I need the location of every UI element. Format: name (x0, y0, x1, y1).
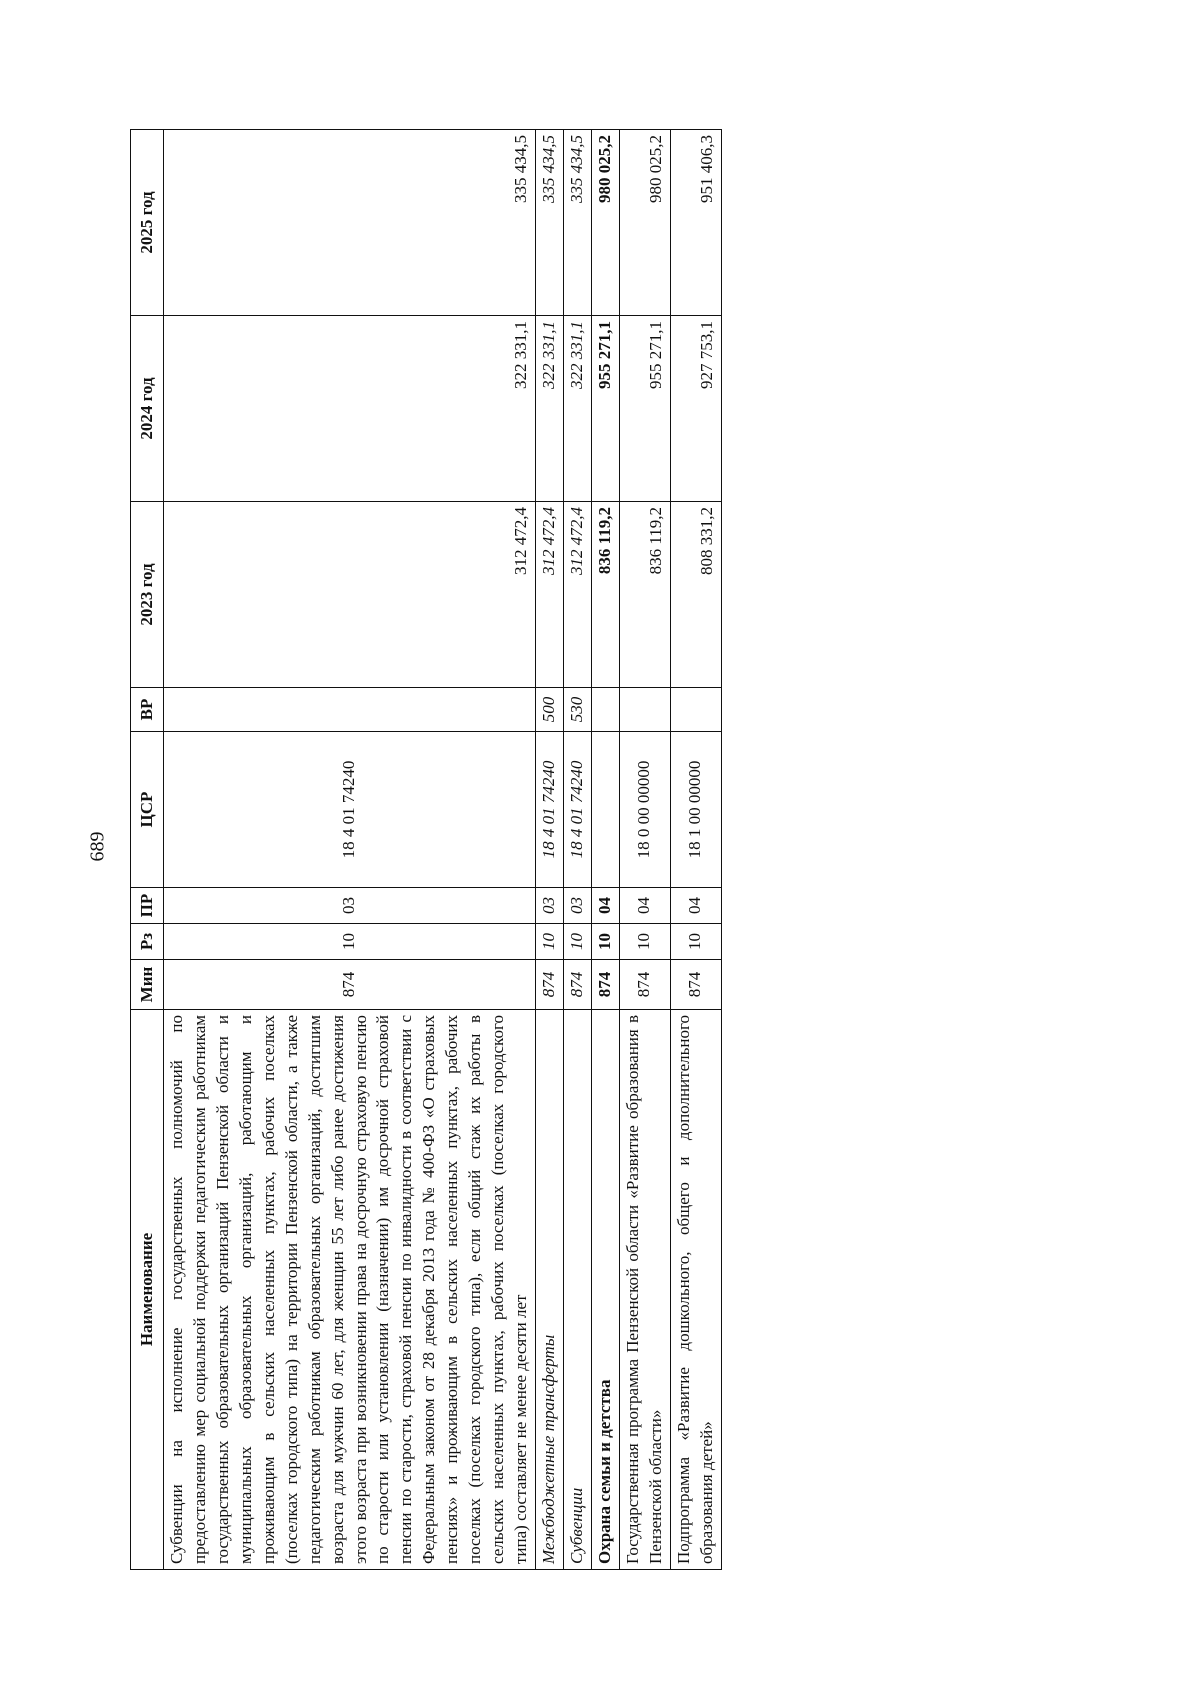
row-name: Субвенции на исполнение государственных полномочий по предоставлению мер социальной поддержки педагогическим работникам государственных образовательных организаций Пензенской области и муниципальных образовательных организаций, работающим и проживающим в сельских населенных пунктах, рабочих поселках (поселках городского типа) на территории Пензенской области, а также педагогическим работникам образовательных организаций, достигшим возраста для мужчин 60 лет, для женщин 55 лет либо ранее достижения этого возраста при возникновении права на досрочную страховую пенсию по старости или установлении (назначении) им досрочной страховой пенсии по старости, страховой пенсии по инвалидности в соответствии с Федеральным законом от 28 декабря 2013 года № 400-ФЗ «О страховых пенсиях» и проживающим в сельских населенных пунктах, рабочих поселках (поселках городского типа), если общий стаж их работы в сельских населенных пунктах, рабочих поселках (поселках городского типа) составляет не менее десяти лет (164, 1010, 536, 1570)
row-name: Субвенции (563, 1010, 591, 1570)
row-2025: 980 025,2 (591, 130, 619, 316)
header-2025: 2025 год (131, 130, 164, 316)
header-min: Мин (131, 960, 164, 1010)
row-csr: 18 4 01 74240 (563, 732, 591, 888)
row-min: 874 (591, 960, 619, 1010)
row-pr: 03 (536, 888, 564, 924)
row-rz: 10 (591, 924, 619, 960)
header-vr: ВР (131, 688, 164, 732)
row-vr (670, 688, 721, 732)
header-2023: 2023 год (131, 502, 164, 688)
row-min: 874 (536, 960, 564, 1010)
row-min: 874 (619, 960, 670, 1010)
row-csr: 18 4 01 74240 (536, 732, 564, 888)
row-2023: 312 472,4 (536, 502, 564, 688)
row-vr (619, 688, 670, 732)
row-2024: 322 331,1 (563, 316, 591, 502)
row-vr (591, 688, 619, 732)
row-2025: 335 434,5 (536, 130, 564, 316)
table-row (591, 130, 619, 1570)
header-name: Наименование (131, 1010, 164, 1570)
row-csr (591, 732, 619, 888)
row-2024: 927 753,1 (670, 316, 721, 502)
table-header-row (131, 130, 164, 1570)
row-2025: 335 434,5 (164, 130, 536, 316)
header-csr: ЦСР (131, 732, 164, 888)
row-vr: 500 (536, 688, 564, 732)
row-vr (164, 688, 536, 732)
row-2023: 312 472,4 (164, 502, 536, 688)
row-name: Государственная программа Пензенской области «Развитие образования в Пензенской области» (619, 1010, 670, 1570)
row-rz: 10 (619, 924, 670, 960)
rotated-page (130, 130, 1040, 1570)
page-number: 689 (86, 831, 109, 862)
row-name: Охрана семьи и детства (591, 1010, 619, 1570)
row-2025: 980 025,2 (619, 130, 670, 316)
row-name: Подпрограмма «Развитие дошкольного, общего и дополнительного образования детей» (670, 1010, 721, 1570)
table-row (670, 130, 721, 1570)
row-2025: 951 406,3 (670, 130, 721, 316)
budget-table (130, 129, 722, 1570)
row-2024: 955 271,1 (591, 316, 619, 502)
row-csr: 18 4 01 74240 (164, 732, 536, 888)
header-pr: ПР (131, 888, 164, 924)
table-row (619, 130, 670, 1570)
row-pr: 03 (563, 888, 591, 924)
row-2024: 322 331,1 (536, 316, 564, 502)
row-2023: 836 119,2 (591, 502, 619, 688)
table-row (563, 130, 591, 1570)
row-rz: 10 (536, 924, 564, 960)
row-pr: 04 (591, 888, 619, 924)
row-2024: 955 271,1 (619, 316, 670, 502)
row-csr: 18 0 00 00000 (619, 732, 670, 888)
row-2023: 808 331,2 (670, 502, 721, 688)
row-rz: 10 (563, 924, 591, 960)
header-rz: Рз (131, 924, 164, 960)
row-rz: 10 (164, 924, 536, 960)
row-rz: 10 (670, 924, 721, 960)
row-csr: 18 1 00 00000 (670, 732, 721, 888)
row-pr: 04 (619, 888, 670, 924)
row-2024: 322 331,1 (164, 316, 536, 502)
row-2023: 312 472,4 (563, 502, 591, 688)
row-vr: 530 (563, 688, 591, 732)
row-2025: 335 434,5 (563, 130, 591, 316)
row-min: 874 (563, 960, 591, 1010)
header-2024: 2024 год (131, 316, 164, 502)
row-2023: 836 119,2 (619, 502, 670, 688)
row-name: Межбюджетные трансферты (536, 1010, 564, 1570)
row-min: 874 (670, 960, 721, 1010)
table-row (164, 130, 536, 1570)
row-min: 874 (164, 960, 536, 1010)
row-pr: 03 (164, 888, 536, 924)
row-pr: 04 (670, 888, 721, 924)
table-row (536, 130, 564, 1570)
